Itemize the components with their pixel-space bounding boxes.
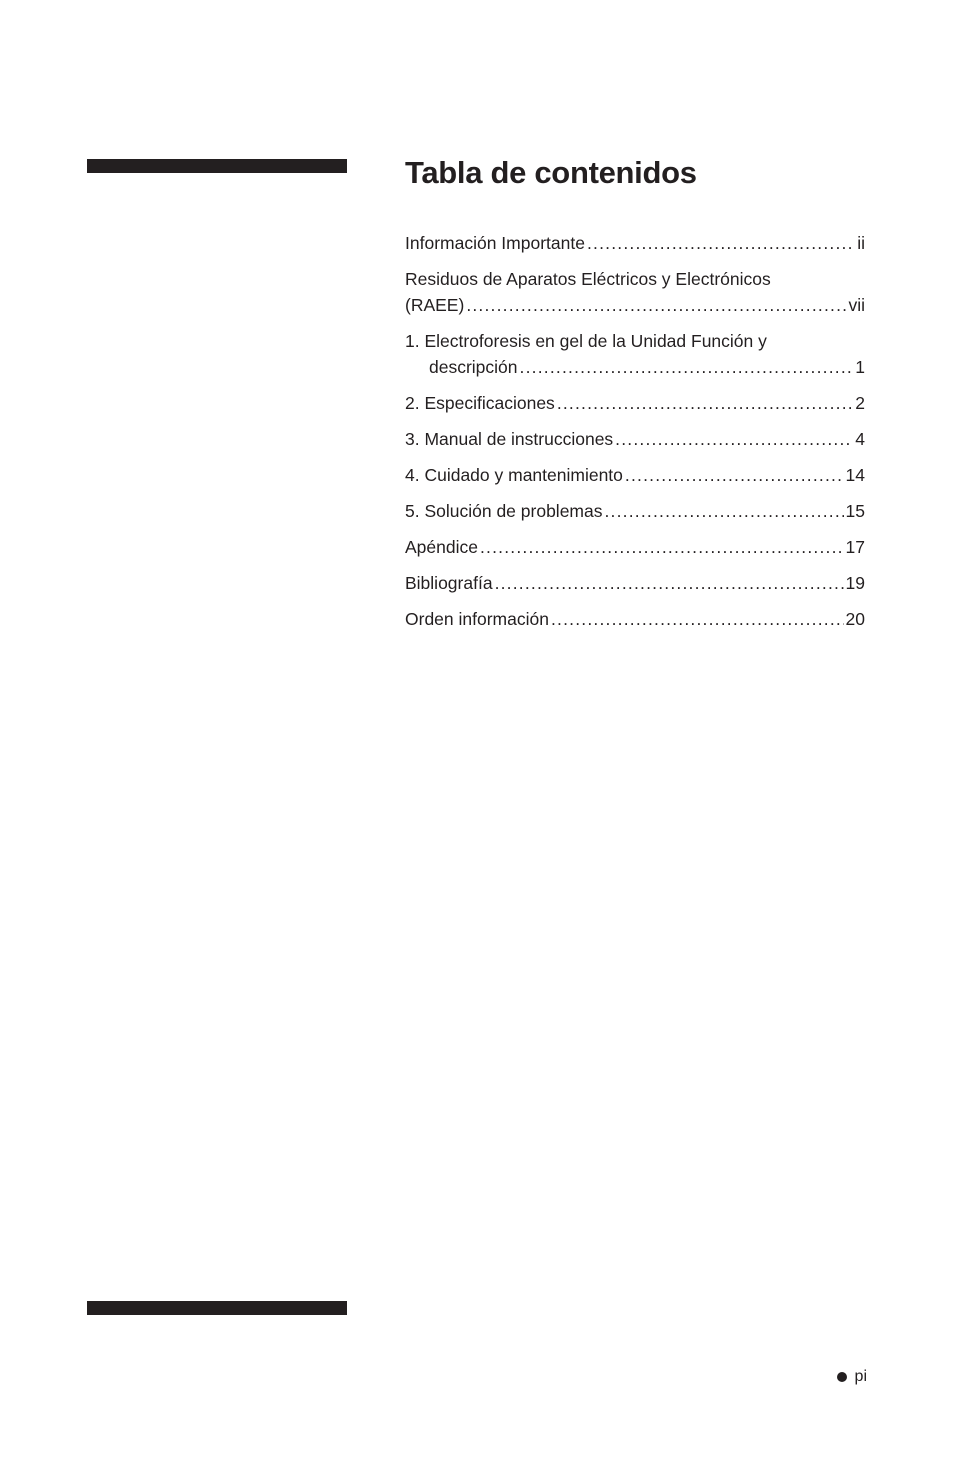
toc-entry-label: 3. Manual de instrucciones xyxy=(405,429,614,449)
toc-entry-raee[interactable] xyxy=(405,266,865,318)
toc-entry-bibliografia[interactable] xyxy=(405,570,865,596)
toc-leader-dots xyxy=(625,462,844,488)
page-footer xyxy=(837,1366,867,1388)
toc-section xyxy=(405,150,865,642)
toc-entry-label: Orden información xyxy=(405,609,549,629)
toc-entry-page: 20 xyxy=(845,609,865,629)
page-number: pi xyxy=(854,1368,867,1385)
toc-leader-dots xyxy=(495,570,844,596)
table-of-contents xyxy=(405,230,865,632)
toc-entry-page: vii xyxy=(848,295,865,315)
toc-entry-label-line1: Residuos de Aparatos Eléctricos y Electrónicos xyxy=(405,269,771,289)
toc-entry-label: (RAEE) xyxy=(405,295,465,315)
toc-entry-solucion-de-problemas[interactable] xyxy=(405,498,865,524)
toc-entry-page: 15 xyxy=(845,501,865,521)
toc-entry-page: 19 xyxy=(845,573,865,593)
bullet-icon xyxy=(837,1372,847,1382)
toc-entry-label: descripción xyxy=(429,357,518,377)
toc-leader-dots xyxy=(480,534,844,560)
toc-entry-label: Apéndice xyxy=(405,537,478,557)
toc-entry-label: Información Importante xyxy=(405,233,585,253)
toc-leader-dots xyxy=(520,354,854,380)
toc-leader-dots xyxy=(587,230,855,256)
toc-leader-dots xyxy=(604,498,843,524)
toc-leader-dots xyxy=(615,426,853,452)
toc-entry-label: 2. Especificaciones xyxy=(405,393,555,413)
toc-entry-informacion-importante[interactable] xyxy=(405,230,865,256)
page-title: Tabla de contenidos xyxy=(405,155,697,190)
toc-entry-page: 14 xyxy=(845,465,865,485)
toc-entry-label-line1: 1. Electroforesis en gel de la Unidad Función y xyxy=(405,331,767,351)
toc-entry-page: 2 xyxy=(855,393,865,413)
toc-entry-page: 4 xyxy=(855,429,865,449)
toc-entry-page: 1 xyxy=(855,357,865,377)
toc-leader-dots xyxy=(557,390,853,416)
toc-entry-apendice[interactable] xyxy=(405,534,865,560)
toc-entry-especificaciones[interactable] xyxy=(405,390,865,416)
top-decorative-bar xyxy=(87,159,347,173)
toc-entry-label: 4. Cuidado y mantenimiento xyxy=(405,465,623,485)
toc-entry-manual-de-instrucciones[interactable] xyxy=(405,426,865,452)
bottom-decorative-bar xyxy=(87,1301,347,1315)
toc-entry-page: 17 xyxy=(845,537,865,557)
toc-leader-dots xyxy=(466,292,846,318)
toc-leader-dots xyxy=(551,606,844,632)
toc-entry-label: 5. Solución de problemas xyxy=(405,501,603,521)
toc-entry-electroforesis[interactable] xyxy=(405,328,865,380)
toc-entry-cuidado-y-mantenimiento[interactable] xyxy=(405,462,865,488)
toc-entry-label: Bibliografía xyxy=(405,573,493,593)
toc-entry-orden-informacion[interactable] xyxy=(405,606,865,632)
toc-entry-page: ii xyxy=(857,233,865,253)
